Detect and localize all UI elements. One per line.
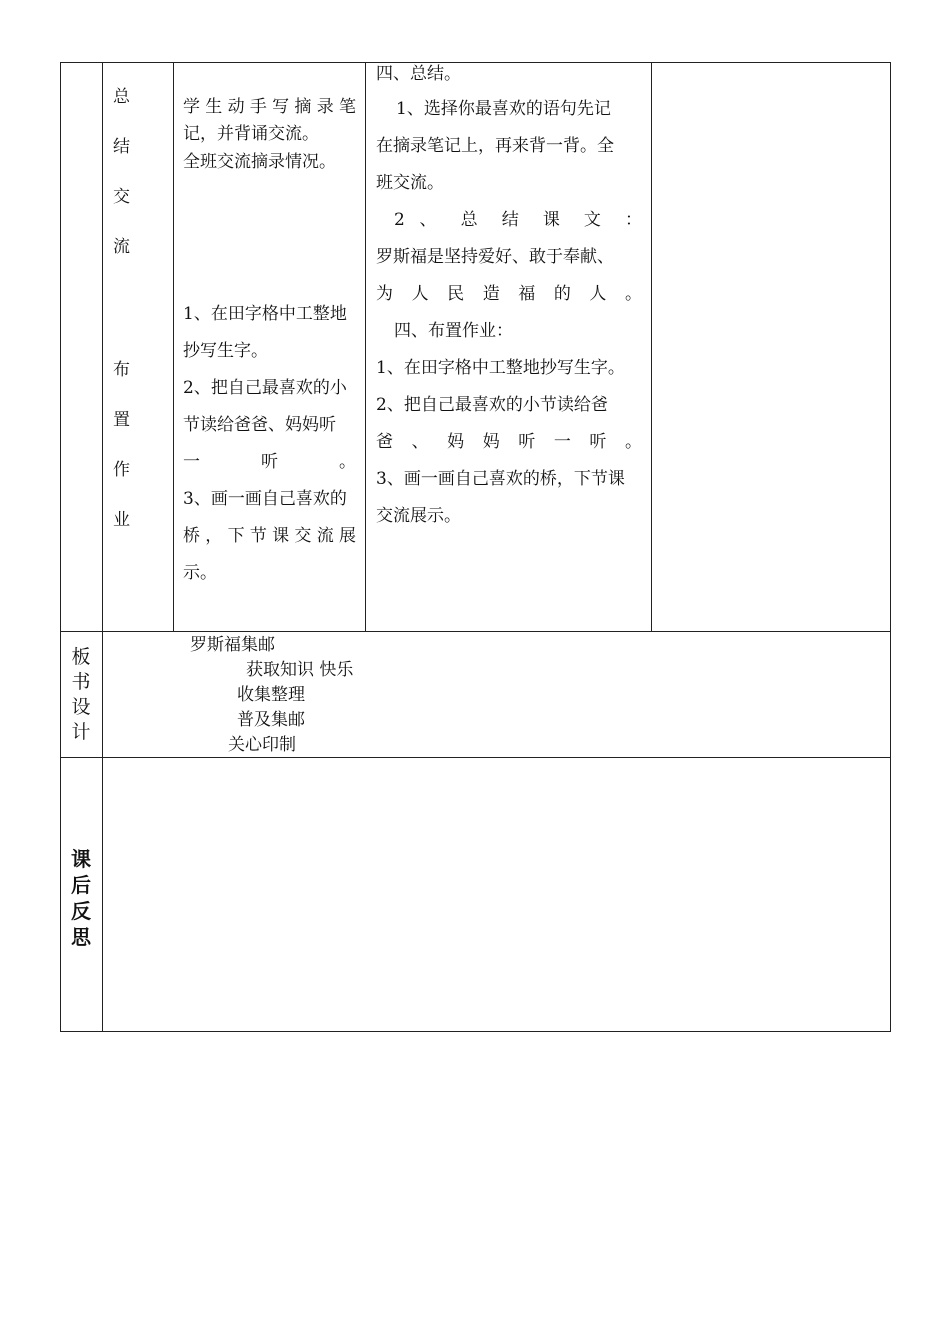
stage-char: 业 xyxy=(113,510,130,530)
stage-char: 流 xyxy=(113,237,130,257)
board-line: 关心印制 xyxy=(228,735,296,755)
label-char: 后 xyxy=(71,873,91,897)
column-divider-student xyxy=(365,62,366,632)
stage-char: 布 xyxy=(113,360,130,380)
stage-char: 交 xyxy=(113,187,130,207)
reflection-content-area[interactable] xyxy=(103,758,890,1031)
text-line: 桥，下节课交流展 xyxy=(183,526,356,546)
text-line: 2、把自己最喜欢的小节读给爸 xyxy=(376,395,608,415)
board-line: 获取知识 快乐 xyxy=(246,660,354,680)
board-line: 罗斯福集邮 xyxy=(190,635,275,655)
text-line: 爸 、 妈 妈 听 一 听 。 xyxy=(376,432,642,452)
text-line: 班交流。 xyxy=(376,173,444,193)
text-line: 罗斯福是坚持爱好、敢于奉献、 xyxy=(376,247,614,267)
table-border-right xyxy=(890,62,891,1032)
text-line: 2、把自己最喜欢的小 xyxy=(183,378,347,398)
stage-char: 置 xyxy=(113,410,130,430)
student-activity-summary-cont xyxy=(183,120,356,176)
teacher-activity xyxy=(376,57,642,535)
text-line: 1、在田字格中工整地抄写生字。 xyxy=(376,358,625,378)
text-line: 抄写生字。 xyxy=(183,341,268,361)
stage-char: 作 xyxy=(113,460,130,480)
label-char: 计 xyxy=(71,721,91,743)
label-char: 课 xyxy=(71,847,91,871)
section-heading: 四、总结。 xyxy=(376,64,461,84)
table-border-left xyxy=(60,62,61,1032)
text-line: 3、画一画自己喜欢的桥，下节课 xyxy=(376,469,625,489)
text-line: 为 人 民 造 福 的 人 。 xyxy=(376,284,642,304)
row-divider-board xyxy=(60,631,891,632)
board-line: 普及集邮 xyxy=(237,710,305,730)
text-line: 2 、 总 结 课 文 ： xyxy=(394,210,642,230)
text-line: 交流展示。 xyxy=(376,506,461,526)
label-char: 板 xyxy=(71,646,91,668)
label-char: 书 xyxy=(71,671,91,693)
label-char: 思 xyxy=(71,925,91,949)
student-activity-homework xyxy=(183,296,356,592)
column-divider-stage xyxy=(173,62,174,632)
text-line: 节读给爸爸、妈妈听 xyxy=(183,415,336,435)
text-line: 在摘录笔记上，再来背一背。全 xyxy=(376,136,614,156)
column-divider-teacher xyxy=(651,62,652,632)
board-line: 收集整理 xyxy=(237,685,305,705)
text-line: 1、选择你最喜欢的语句先记 xyxy=(396,99,611,119)
text-line: 1、在田字格中工整地 xyxy=(183,304,347,324)
text-line: 3、画一画自己喜欢的 xyxy=(183,489,347,509)
label-char: 设 xyxy=(71,696,91,718)
text-line: 全班交流摘录情况。 xyxy=(183,152,336,172)
stage-char: 总 xyxy=(113,87,130,107)
stage-char: 结 xyxy=(113,137,130,157)
label-char: 反 xyxy=(71,899,91,923)
section-heading: 四、布置作业： xyxy=(394,321,513,341)
table-border-bottom xyxy=(60,1031,891,1032)
text-line: 记，并背诵交流。 xyxy=(183,124,319,144)
text-line: 示。 xyxy=(183,563,217,583)
text-line: 一 听 。 xyxy=(183,452,356,472)
text-line: 学生动手写摘录笔 xyxy=(183,97,356,117)
